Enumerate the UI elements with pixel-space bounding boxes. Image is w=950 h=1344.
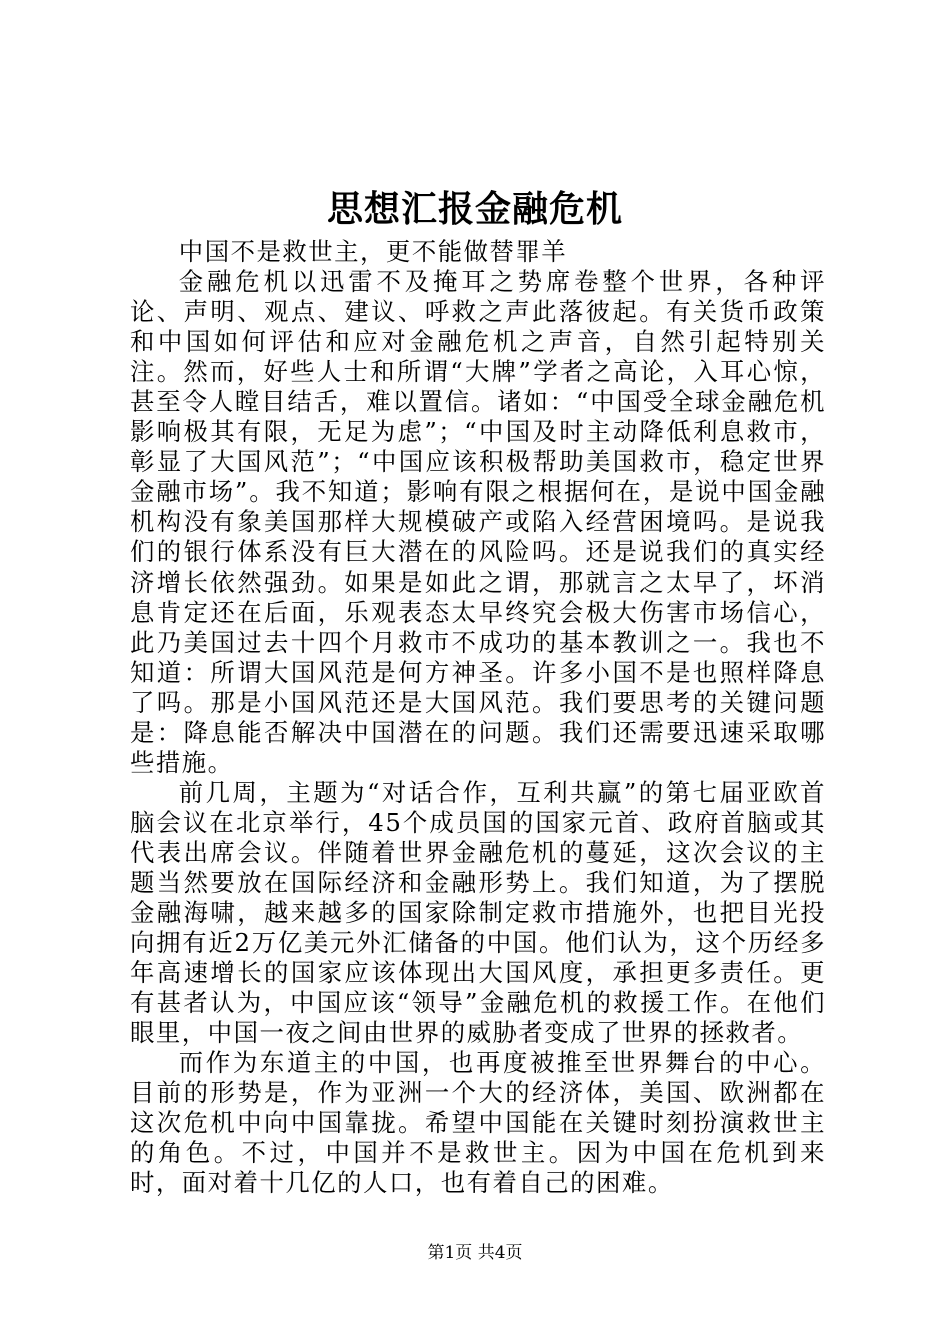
page-footer: 第1页 共4页 [427, 1243, 523, 1263]
document-body [130, 237, 826, 1199]
paragraph: 前几周，主题为“对话合作，互利共赢”的第七届亚欧首脑会议在北京举行，45个成员国的国家元首、政府首脑或其代表出席会议。伴随着世界金融危机的蔓延，这次会议的主题当然要放在国际经济和金融形势上。我们知道，为了摆脱金融海啸，越来越多的国家除制定救市措施外，也把目光投向拥有近2万亿美元外汇储备的中国。他们认为，这个历经多年高速增长的国家应该体现出大国风度，承担更多责任。更有甚者认为，中国应该“领导”金融危机的救援工作。在他们眼里，中国一夜之间由世界的威胁者变成了世界的拯救者。 [130, 777, 826, 1048]
paragraph-subtitle: 中国不是救世主，更不能做替罪羊 [178, 237, 568, 266]
paragraph: 金融危机以迅雷不及掩耳之势席卷整个世界，各种评论、声明、观点、建议、呼救之声此落彼起。有关货币政策和中国如何评估和应对金融危机之声音，自然引起特别关注。然而，好些人士和所谓“大牌”学者之高论，入耳心惊，甚至令人瞠目结舌，难以置信。诸如：“中国受全球金融危机影响极其有限，无足为虑”；“中国及时主动降低利息救市，彰显了大国风范”；“中国应该积极帮助美国救市，稳定世界金融市场”。我不知道；影响有限之根据何在，是说中国金融机构没有象美国那样大规模破产或陷入经营困境吗。是说我们的银行体系没有巨大潜在的风险吗。还是说我们的真实经济增长依然强劲。如果是如此之谓，那就言之太早了，坏消息肯定还在后面，乐观表态太早终究会极大伤害市场信心，此乃美国过去十四个月救市不成功的基本教训之一。我也不知道：所谓大国风范是何方神圣。许多小国不是也照样降息了吗。那是小国风范还是大国风范。我们要思考的关键问题是：降息能否解决中国潜在的问题。我们还需要迅速采取哪些措施。 [130, 267, 826, 777]
paragraph: 而作为东道主的中国，也再度被推至世界舞台的中心。目前的形势是，作为亚洲一个大的经济体，美国、欧洲都在这次危机中向中国靠拢。希望中国能在关键时刻扮演救世主的角色。不过，中国并不是救世主。因为中国在危机到来时，面对着十几亿的人口，也有着自己的困难。 [130, 1048, 826, 1198]
document-title: 思想汇报金融危机 [326, 188, 623, 230]
